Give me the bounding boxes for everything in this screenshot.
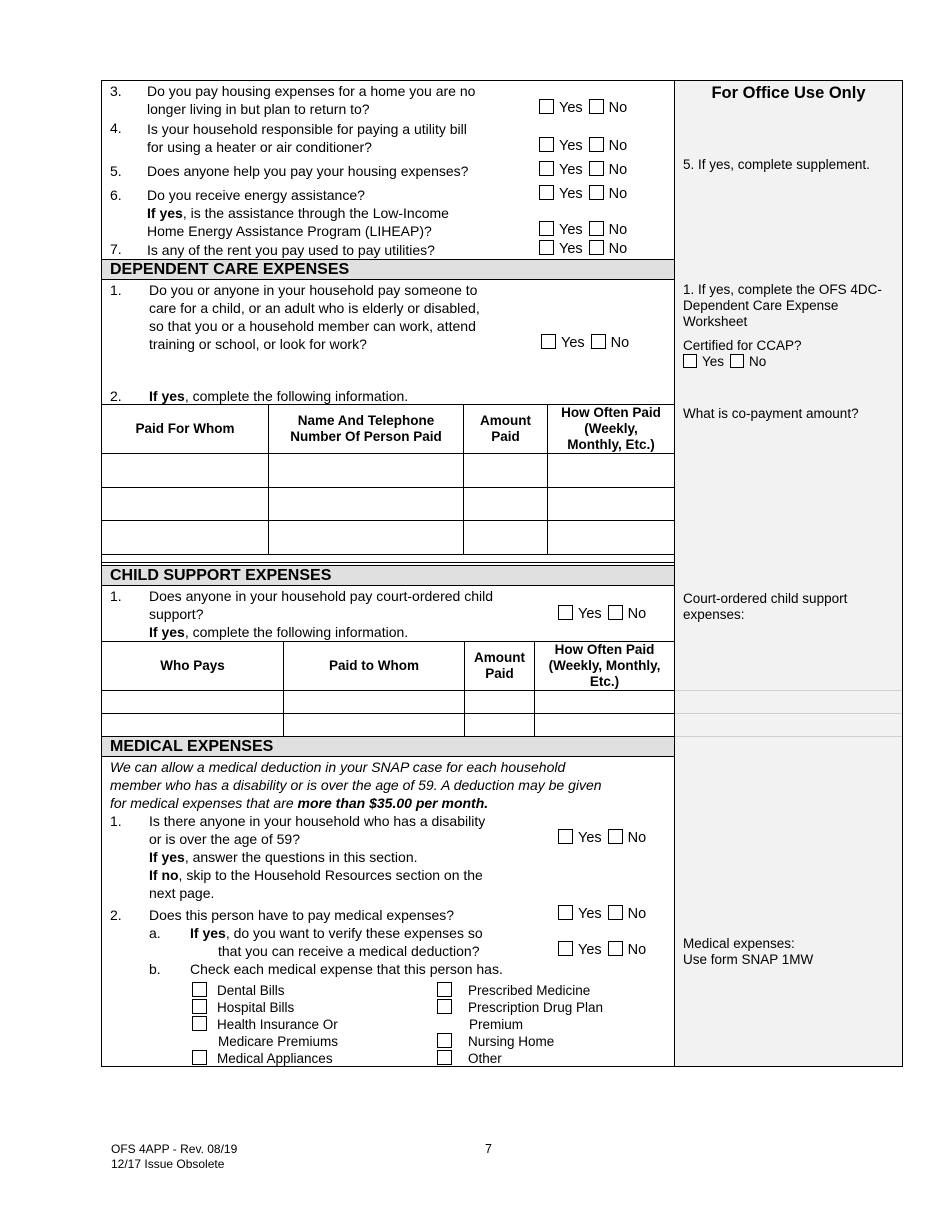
nursing-home-checkbox[interactable] bbox=[437, 1033, 452, 1048]
med-q1-line4: If no, skip to the Household Resources section on the bbox=[149, 867, 483, 883]
q4-text-line1: Is your household responsible for paying a utility bill bbox=[147, 121, 467, 137]
expense-premium: Premium bbox=[469, 1017, 524, 1032]
q7-yes-checkbox[interactable] bbox=[539, 240, 554, 255]
office-ccap-yes-no: Yes No bbox=[683, 354, 766, 370]
q5-yes-checkbox[interactable] bbox=[539, 161, 554, 176]
office-use-title: For Office Use Only bbox=[711, 84, 866, 102]
medical-intro-line3: for medical expenses that are more than $35.00 per month. bbox=[110, 795, 489, 811]
med-q2-number: 2. bbox=[110, 907, 122, 923]
dc-table-row-line bbox=[102, 554, 674, 555]
prescribed-medicine-checkbox[interactable] bbox=[437, 982, 452, 997]
office-note-dc-line2: Dependent Care Expense bbox=[683, 298, 839, 313]
med-q2-text: Does this person have to pay medical expenses? bbox=[149, 907, 455, 923]
cs-col-amount-paid: Amount Paid bbox=[474, 650, 525, 681]
health-insurance-checkbox[interactable] bbox=[192, 1016, 207, 1031]
cs-row2-amount[interactable] bbox=[465, 714, 534, 736]
cs-row1-amount[interactable] bbox=[465, 691, 534, 713]
q5-text: Does anyone help you pay your housing expenses? bbox=[147, 163, 469, 179]
hospital-bills-checkbox[interactable] bbox=[192, 999, 207, 1014]
footer-form-id: OFS 4APP - Rev. 08/19 bbox=[111, 1142, 238, 1156]
dc-q1-no-checkbox[interactable] bbox=[591, 334, 606, 349]
med-q2-yes-checkbox[interactable] bbox=[558, 905, 573, 920]
office-ccap-label: Certified for CCAP? bbox=[683, 338, 802, 353]
dc-q1-line3: so that you or a household member can work, attend bbox=[149, 318, 476, 334]
child-support-heading: CHILD SUPPORT EXPENSES bbox=[102, 565, 674, 586]
q6-liheap-no-checkbox[interactable] bbox=[589, 221, 604, 236]
cs-col-how-often: How Often Paid (Weekly, Monthly, Etc.) bbox=[548, 642, 661, 689]
expense-dental-bills: Dental Bills bbox=[192, 982, 285, 999]
dc-table-bottom bbox=[102, 562, 674, 563]
dc-q1-yes-no: Yes No bbox=[541, 334, 629, 352]
med-q1-number: 1. bbox=[110, 813, 122, 829]
med-q2a-line2: that you can receive a medical deduction? bbox=[218, 943, 480, 959]
dc-q1-line1: Do you or anyone in your household pay someone to bbox=[149, 282, 478, 298]
expense-health-insurance: Health Insurance Or bbox=[192, 1016, 338, 1033]
dc-q2-text: If yes, complete the following information. bbox=[149, 388, 409, 404]
office-note-housing: 5. If yes, complete supplement. bbox=[683, 157, 870, 172]
med-q2b-text: Check each medical expense that this person has. bbox=[190, 961, 503, 977]
office-note-dc-line3: Worksheet bbox=[683, 314, 748, 329]
dc-row1-name-telephone[interactable] bbox=[269, 454, 463, 487]
dc-row1-how-often[interactable] bbox=[548, 454, 674, 487]
q6-text-line1: Do you receive energy assistance? bbox=[147, 187, 365, 203]
q6-liheap-yes-no: Yes No bbox=[539, 221, 627, 239]
medical-heading: MEDICAL EXPENSES bbox=[102, 736, 674, 757]
q4-number: 4. bbox=[110, 120, 122, 136]
dc-row1-paid-for-whom[interactable] bbox=[103, 454, 268, 487]
cs-q1-line1: Does anyone in your household pay court-ordered child bbox=[149, 588, 493, 604]
cs-q1-yes-no: Yes No bbox=[558, 605, 646, 623]
dental-bills-checkbox[interactable] bbox=[192, 982, 207, 997]
med-q2a-yes-checkbox[interactable] bbox=[558, 941, 573, 956]
q6-yes-no: Yes No bbox=[539, 185, 627, 203]
office-note-dc-line1: 1. If yes, complete the OFS 4DC- bbox=[683, 282, 882, 297]
q7-text: Is any of the rent you pay used to pay utilities? bbox=[147, 242, 435, 258]
cs-row2-how-often[interactable] bbox=[535, 714, 674, 736]
med-q2a-no-checkbox[interactable] bbox=[608, 941, 623, 956]
med-q1-yes-checkbox[interactable] bbox=[558, 829, 573, 844]
med-q2a-yes-no: Yes No bbox=[558, 941, 646, 959]
q6-yes-checkbox[interactable] bbox=[539, 185, 554, 200]
med-q2a-letter: a. bbox=[149, 925, 161, 941]
med-q2-no-checkbox[interactable] bbox=[608, 905, 623, 920]
q5-yes-no: Yes No bbox=[539, 161, 627, 179]
cs-col-who-pays: Who Pays bbox=[160, 658, 225, 673]
dc-row2-paid-for-whom[interactable] bbox=[103, 488, 268, 520]
dc-q1-yes-checkbox[interactable] bbox=[541, 334, 556, 349]
q3-no-checkbox[interactable] bbox=[589, 99, 604, 114]
cs-q1-line3: If yes, complete the following information. bbox=[149, 624, 409, 640]
q4-text-line2: for using a heater or air conditioner? bbox=[147, 139, 372, 155]
q6-text-line2: If yes, is the assistance through the Low-Income bbox=[147, 205, 449, 221]
office-copay-label: What is co-payment amount? bbox=[683, 406, 859, 421]
dc-q2-number: 2. bbox=[110, 388, 122, 404]
cs-col-paid-to-whom: Paid to Whom bbox=[329, 658, 419, 673]
q5-no-checkbox[interactable] bbox=[589, 161, 604, 176]
dc-q1-line2: care for a child, or an adult who is elderly or disabled, bbox=[149, 300, 480, 316]
ccap-no-checkbox[interactable] bbox=[730, 354, 744, 368]
q3-text-line1: Do you pay housing expenses for a home you are no bbox=[147, 83, 476, 99]
office-use-panel bbox=[674, 80, 903, 1067]
med-q1-line1: Is there anyone in your household who has a disability bbox=[149, 813, 486, 829]
q4-yes-no: Yes No bbox=[539, 137, 627, 155]
q6-text-line3: Home Energy Assistance Program (LIHEAP)? bbox=[147, 223, 432, 239]
q6-number: 6. bbox=[110, 187, 122, 203]
other-checkbox[interactable] bbox=[437, 1050, 452, 1065]
office-note-medical-line1: Medical expenses: bbox=[683, 936, 795, 951]
office-note-cs-line1: Court-ordered child support bbox=[683, 591, 848, 606]
q6-liheap-yes-checkbox[interactable] bbox=[539, 221, 554, 236]
office-note-medical-line2: Use form SNAP 1MW bbox=[683, 952, 814, 967]
dc-col-how-often: How Often Paid (Weekly, Monthly, Etc.) bbox=[561, 405, 661, 452]
med-q2b-letter: b. bbox=[149, 961, 161, 977]
dc-row1-amount[interactable] bbox=[464, 454, 547, 487]
cs-q1-number: 1. bbox=[110, 588, 122, 604]
expense-hospital-bills: Hospital Bills bbox=[192, 999, 294, 1016]
q4-no-checkbox[interactable] bbox=[589, 137, 604, 152]
ccap-yes-checkbox[interactable] bbox=[683, 354, 697, 368]
dc-col-paid-for-whom: Paid For Whom bbox=[135, 421, 235, 436]
office-divider bbox=[675, 690, 902, 691]
dc-col-amount-paid: Amount Paid bbox=[480, 413, 531, 444]
expense-other: Other bbox=[437, 1050, 502, 1067]
dc-row2-name-telephone[interactable] bbox=[269, 488, 463, 520]
dc-row3-paid-for-whom[interactable] bbox=[103, 521, 268, 554]
cs-q1-yes-checkbox[interactable] bbox=[558, 605, 573, 620]
med-q2-yes-no: Yes No bbox=[558, 905, 646, 923]
q3-yes-no: Yes No bbox=[539, 99, 627, 117]
prescription-drug-plan-checkbox[interactable] bbox=[437, 999, 452, 1014]
expense-medicare-premiums: Medicare Premiums bbox=[218, 1034, 339, 1049]
footer-obsolete: 12/17 Issue Obsolete bbox=[111, 1157, 225, 1171]
med-q1-yes-no: Yes No bbox=[558, 829, 646, 847]
cs-row2-paid-to-whom[interactable] bbox=[284, 714, 464, 736]
cs-q1-no-checkbox[interactable] bbox=[608, 605, 623, 620]
dependent-care-heading: DEPENDENT CARE EXPENSES bbox=[102, 259, 674, 280]
expense-prescribed-medicine: Prescribed Medicine bbox=[437, 982, 590, 999]
medical-intro-line2: member who has a disability or is over the age of 59. A deduction may be given bbox=[110, 777, 602, 793]
q3-yes-checkbox[interactable] bbox=[539, 99, 554, 114]
dc-row3-name-telephone[interactable] bbox=[269, 521, 463, 554]
dc-q1-line4: training or school, or look for work? bbox=[149, 336, 367, 352]
cs-q1-line2: support? bbox=[149, 606, 204, 622]
dc-row2-how-often[interactable] bbox=[548, 488, 674, 520]
dc-q1-number: 1. bbox=[110, 282, 122, 298]
cs-row1-paid-to-whom[interactable] bbox=[284, 691, 464, 713]
office-divider bbox=[675, 713, 902, 714]
cs-row1-who-pays[interactable] bbox=[103, 691, 283, 713]
dc-row3-how-often[interactable] bbox=[548, 521, 674, 554]
q5-number: 5. bbox=[110, 163, 122, 179]
dc-row3-amount[interactable] bbox=[464, 521, 547, 554]
med-q2a-line1: If yes, do you want to verify these expenses so bbox=[190, 925, 483, 941]
medical-appliances-checkbox[interactable] bbox=[192, 1050, 207, 1065]
med-q1-line5: next page. bbox=[149, 885, 215, 901]
expense-medical-appliances: Medical Appliances bbox=[192, 1050, 333, 1067]
cs-row2-who-pays[interactable] bbox=[103, 714, 283, 736]
dc-col-name-telephone: Name And Telephone Number Of Person Paid bbox=[290, 413, 442, 444]
q3-number: 3. bbox=[110, 83, 122, 99]
dc-row2-amount[interactable] bbox=[464, 488, 547, 520]
med-q1-no-checkbox[interactable] bbox=[608, 829, 623, 844]
q7-no-checkbox[interactable] bbox=[589, 240, 604, 255]
q7-number: 7. bbox=[110, 241, 122, 257]
q3-text-line2: longer living in but plan to return to? bbox=[147, 101, 370, 117]
expense-nursing-home: Nursing Home bbox=[437, 1033, 554, 1050]
office-divider bbox=[675, 736, 902, 737]
q7-yes-no: Yes No bbox=[539, 240, 627, 258]
q6-no-checkbox[interactable] bbox=[589, 185, 604, 200]
medical-intro-line1: We can allow a medical deduction in your SNAP case for each household bbox=[110, 759, 566, 775]
q4-yes-checkbox[interactable] bbox=[539, 137, 554, 152]
office-note-cs-line2: expenses: bbox=[683, 607, 745, 622]
cs-row1-how-often[interactable] bbox=[535, 691, 674, 713]
med-q1-line2: or is over the age of 59? bbox=[149, 831, 300, 847]
med-q1-line3: If yes, answer the questions in this section. bbox=[149, 849, 418, 865]
expense-prescription-drug-plan: Prescription Drug Plan bbox=[437, 999, 603, 1016]
page-number: 7 bbox=[485, 1142, 492, 1156]
